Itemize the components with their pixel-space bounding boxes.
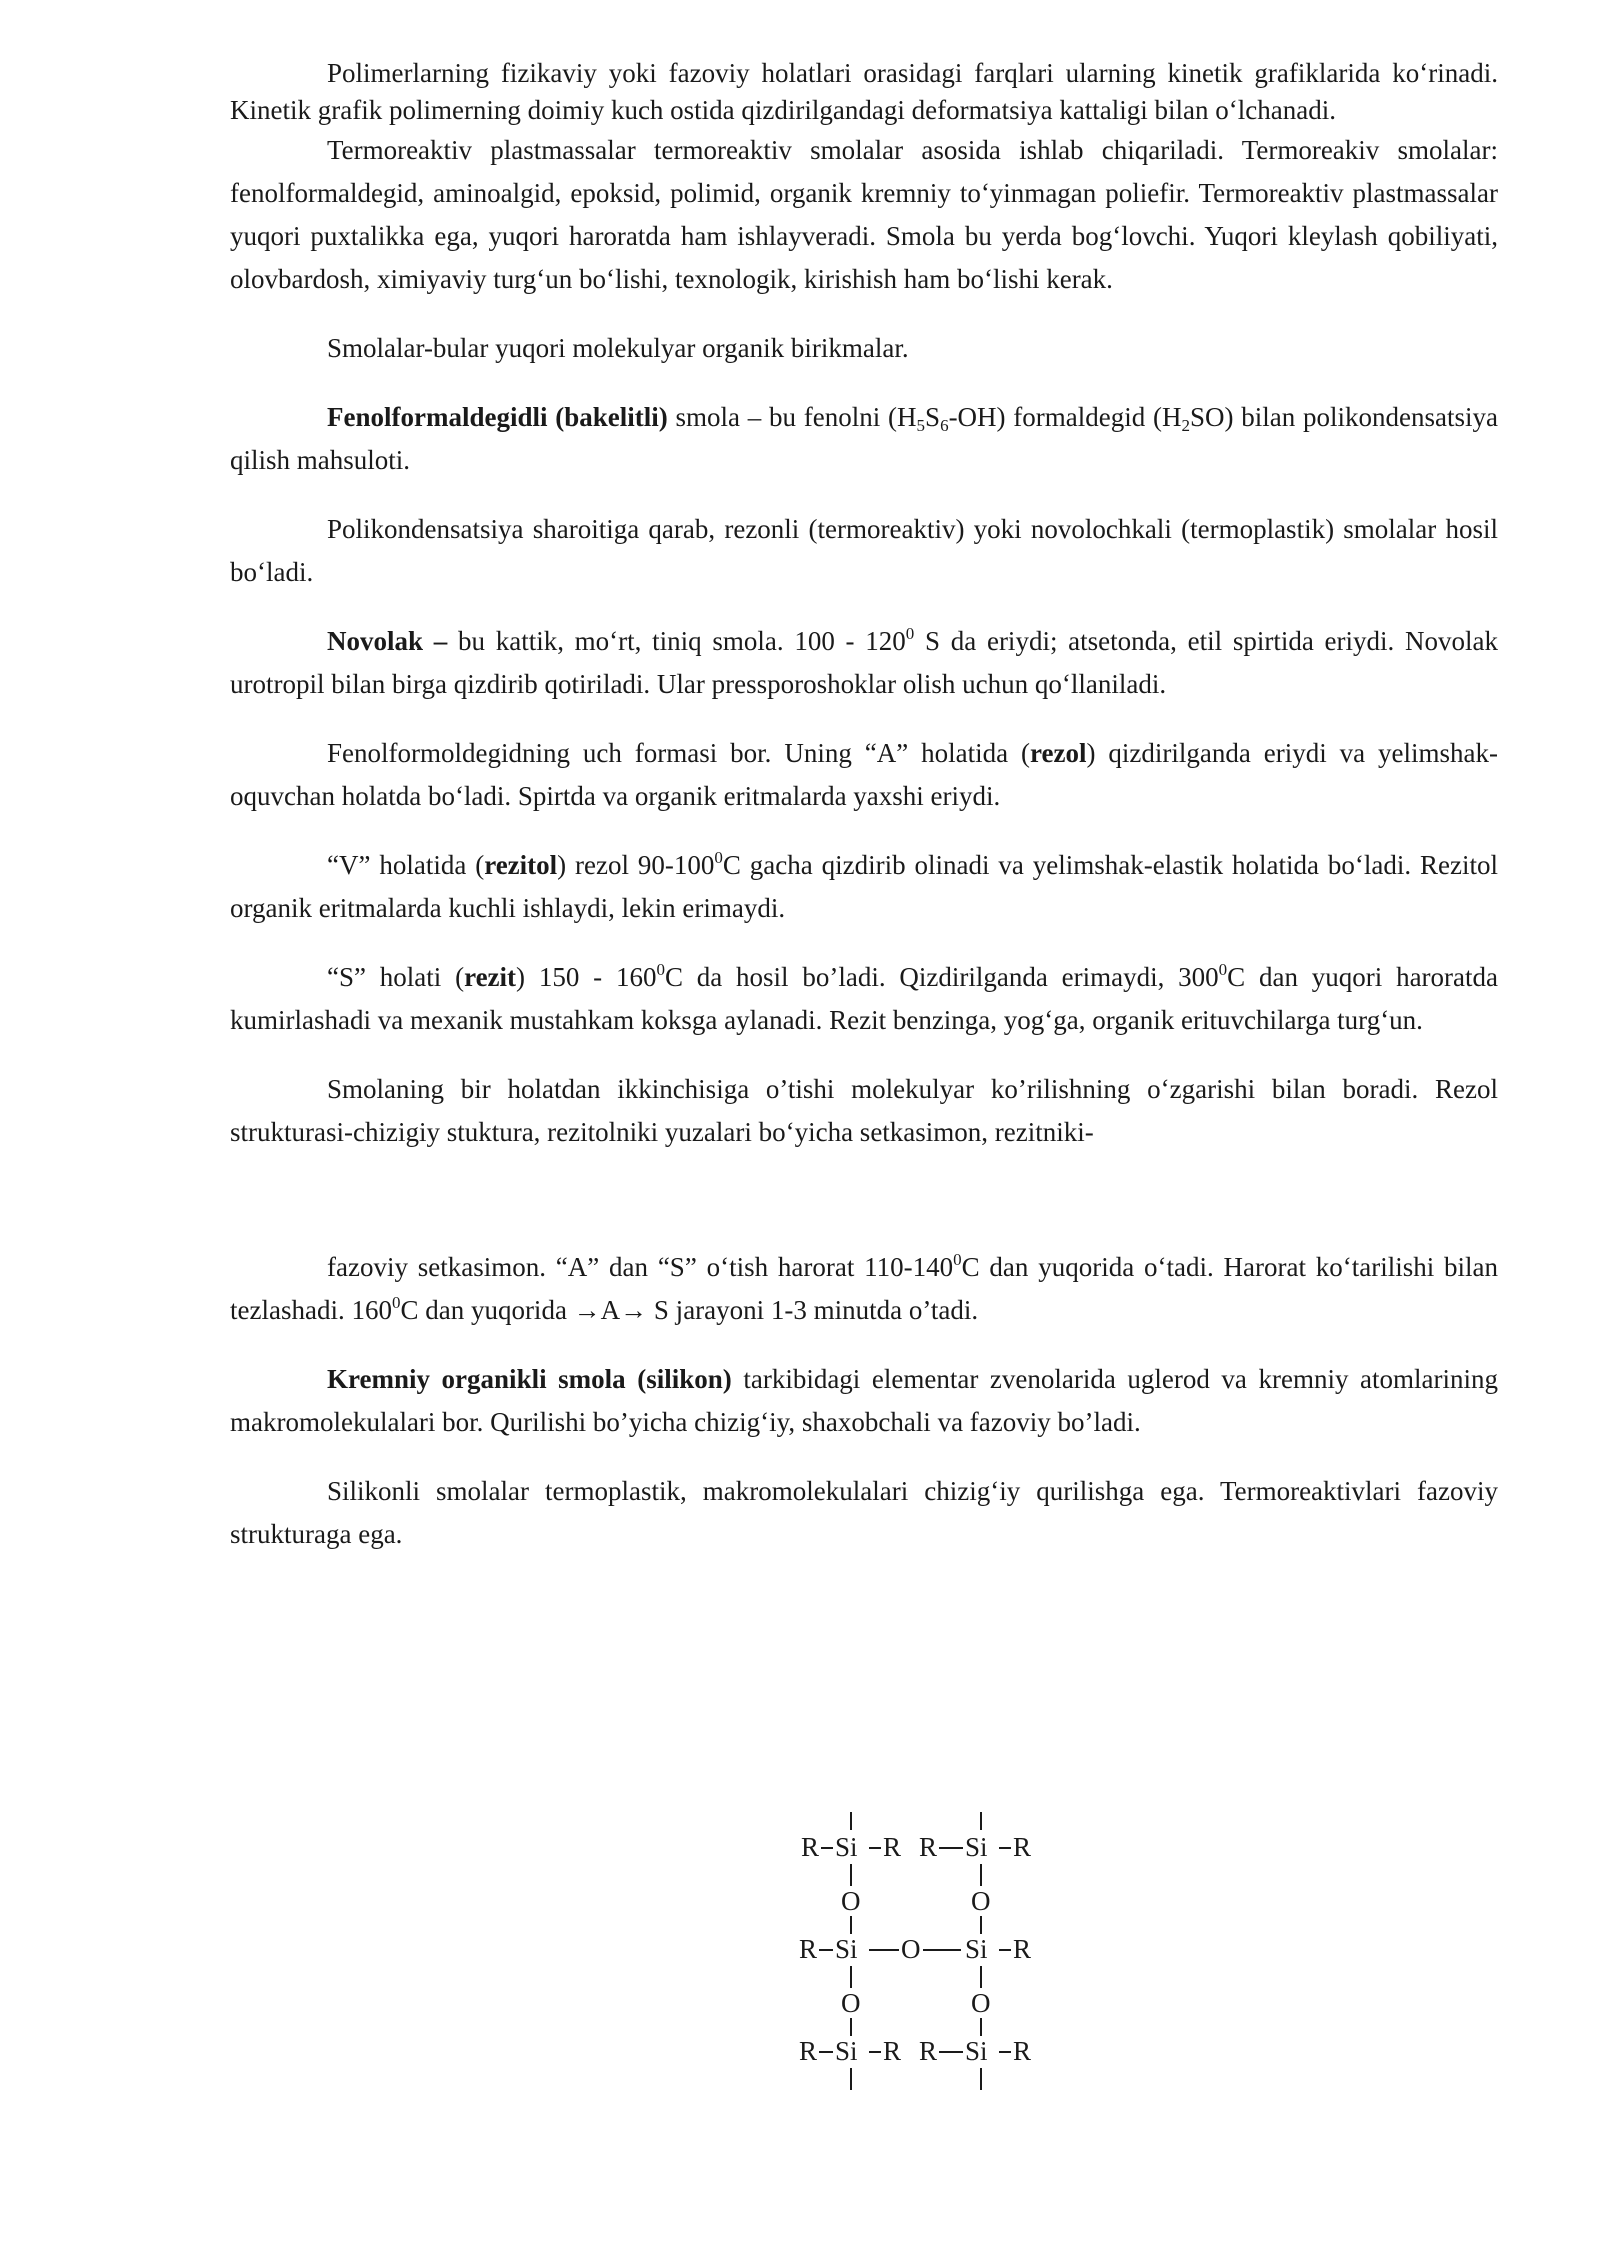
paragraph-rezol: Fenolformoldegidning uch formasi bor. Uning “A” holatida (rezol) qizdirilganda eriydi va yelimshak-oquvchan holatda bo‘ladi. Spirtda va organik eritmalarda yaxshi eriydi. [230,738,1498,811]
document-page [230,55,1498,1556]
term-rezol: rezol [1030,738,1087,768]
atom-r: R [1013,1934,1032,1964]
atom-si: Si [835,2036,858,2066]
atom-r: R [799,1934,818,1964]
paragraph-polycondensation: Polikondensatsiya sharoitiga qarab, rezonli (termoreaktiv) yoki novolochkali (termoplastik) smolalar hosil bo‘ladi. [230,514,1498,587]
paragraph-rezit: “S” holati (rezit) $150 - 160^0C$ da hosil bo’ladi. Qizdirilganda erimaydi, $300^0C$ dan yuqori haroratda kumirlashadi va mexanik mustahkam koksga aylanadi. Rezit benzinga, yog‘ga, organik erituvchilarga turg‘un. [230,960,1499,1035]
paragraph-transition-temperature: fazoviy setkasimon. “A” dan “S” o‘tish harorat $110-140^0C$ dan yuqorida o‘tadi. Harorat ko‘tarilishi bilan tezlashadi. $160^0C$ dan yuqorida →A→ S jarayoni 1-3 minutda o’tadi. [230,1250,1498,1325]
siloxane-structure-formula [795,1808,1055,2108]
paragraph-novolak: Novolak – bu kattik, mo‘rt, tiniq smola. $100 - 120^0$ S da eriydi; atsetonda, etil spirtida eriydi. Novolak urotropil bilan birga qizdirib qotiriladi. Ular pressporoshoklar olish uchun qo‘llaniladi. [230,624,1498,699]
page-break-spacer [230,1154,1498,1246]
atom-r: R [883,1832,902,1862]
atom-r: R [919,2036,938,2066]
paragraph-thermoreactive-plastics: Termoreaktiv plastmassalar termoreaktiv smolalar asosida ishlab chiqariladi. Termoreakiv smolalar: fenolformaldegid, aminoalgid, epoksid, polimid, organik kremniy to‘yinmagan poliefir. Termoreaktiv plastmassalar yuqori puxtalikka ega, yuqori haroratda ham ishlayveradi. Smola bu yerda bog‘lovchi. Yuqori kleylash qobiliyati, olovbardosh, ximiyaviy turg‘un bo‘lishi, texnologik, kirishish ham bo‘lishi kerak. [230,135,1498,294]
atom-r: R [919,1832,938,1862]
paragraph-silicone-types: Silikonli smolalar termoplastik, makromolekulalari chizig‘iy qurilishga ega. Termoreaktivlari fazoviy strukturaga ega. [230,1476,1498,1549]
paragraph-resins-definition: Smolalar-bular yuqori molekulyar organik birikmalar. [327,333,909,363]
atom-si: Si [965,2036,988,2066]
atom-r: R [799,2036,818,2066]
term-silicone: Kremniy organikli smola (silikon) [327,1364,732,1394]
atom-o: O [841,1988,861,2018]
atom-si: Si [965,1934,988,1964]
atom-r: R [1013,1832,1032,1862]
term-rezit: rezit [464,962,517,992]
atom-o: O [841,1886,861,1916]
atom-o: O [971,1886,991,1916]
atom-si: Si [965,1832,988,1862]
paragraph-structure-transition: Smolaning bir holatdan ikkinchisiga o’tishi molekulyar ko’rilishning o‘zgarishi bilan boradi. Rezol strukturasi-chizigiy stuktura, rezitolniki yuzalari bo‘yicha setkasimon, rezitniki- [230,1074,1498,1147]
paragraph-polymer-states: Polimerlarning fizikaviy yoki fazoviy holatlari orasidagi farqlari ularning kinetik grafiklarida ko‘rinadi. Kinetik grafik polimerning doimiy kuch ostida qizdirilgandagi deformatsiya kattaligi bilan o‘lchanadi. [230,58,1498,125]
atom-o: O [901,1934,921,1964]
atom-si: Si [835,1934,858,1964]
atom-r: R [801,1832,820,1862]
atom-si: Si [835,1832,858,1862]
atom-r: R [883,2036,902,2066]
term-bakelite: Fenolformaldegidli (bakelitli) [327,402,668,432]
atom-o: O [971,1988,991,2018]
paragraph-silicone-resin: Kremniy organikli smola (silikon) tarkibidagi elementar zvenolarida uglerod va kremniy atomlarining makromolekulalari bor. Qurilishi bo’yicha chizig‘iy, shaxobchali va fazoviy bo’ladi. [230,1364,1498,1437]
atom-r: R [1013,2036,1032,2066]
paragraph-phenol-formaldehyde: Fenolformaldegidli (bakelitli) smola – bu fenolni $(H_5S_6-OH)$ formaldegid $(H_2SO)$ bilan polikondensatsiya qilish mahsuloti. [230,402,1499,475]
term-rezitol: rezitol [484,850,558,880]
term-novolak: Novolak – [327,626,448,656]
siloxane-structure-svg [795,1808,1055,2108]
paragraph-rezitol: “V” holatida (rezitol) rezol $90-100^0C$ gacha qizdirib olinadi va yelimshak-elastik holatida bo‘ladi. Rezitol organik eritmalarda kuchli ishlaydi, lekin erimaydi. [230,848,1498,923]
